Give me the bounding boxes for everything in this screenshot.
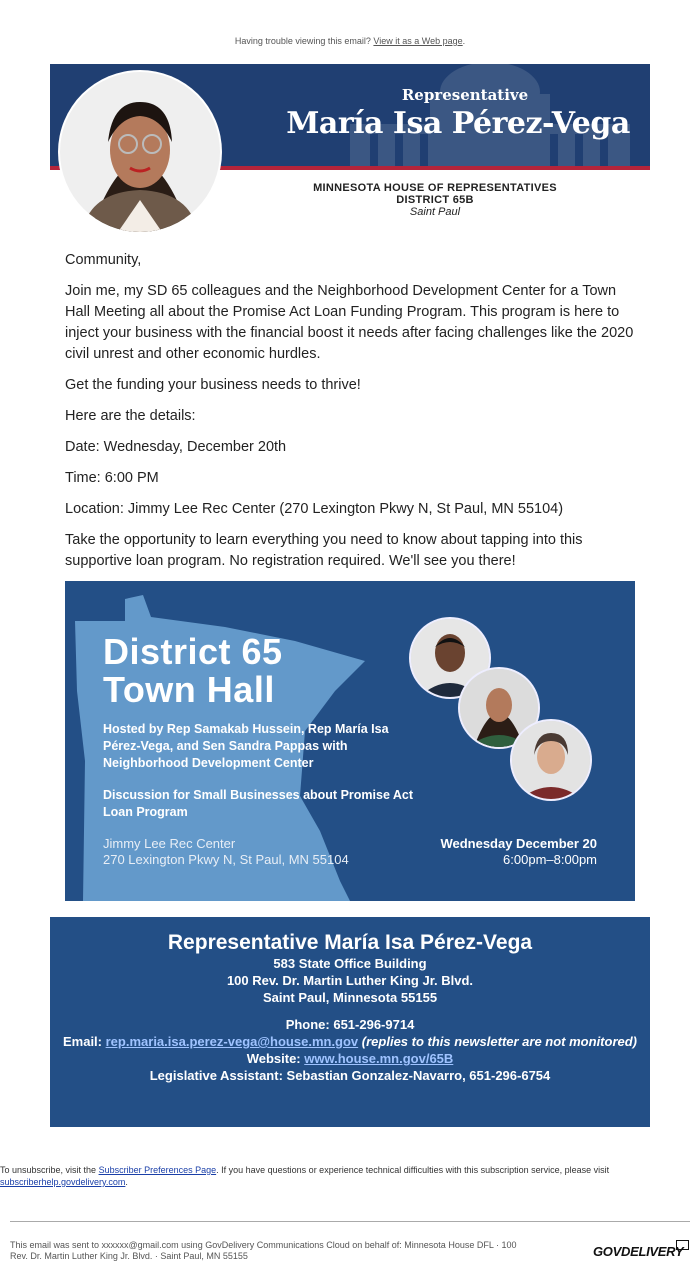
house-name: MINNESOTA HOUSE OF REPRESENTATIVES xyxy=(313,182,557,194)
unsub-mid: . If you have questions or experience technical difficulties with this subscription service, please visit xyxy=(216,1165,610,1175)
footer-email-row xyxy=(50,1033,650,1050)
footer-divider xyxy=(10,1221,690,1222)
footer-email-label: Email: xyxy=(62,1034,102,1049)
event-time: Time: 6:00 PM xyxy=(65,470,159,486)
closing-paragraph: Take the opportunity to learn everything you need to know about tapping into this supportive loan program. No registration required. We'll see you there! xyxy=(65,532,583,569)
unsubscribe-notice xyxy=(0,1164,700,1188)
envelope-icon xyxy=(676,1240,689,1250)
town-hall-flyer xyxy=(65,581,635,901)
banner-representative-name: María Isa Pérez-Vega xyxy=(286,106,630,141)
sent-notice xyxy=(10,1240,585,1262)
banner-representative-label: Representative xyxy=(401,86,529,104)
email-body xyxy=(65,250,635,582)
house-info xyxy=(230,182,640,218)
representative-portrait xyxy=(60,72,220,232)
greeting: Community, xyxy=(65,252,142,268)
district-label: DISTRICT 65B xyxy=(396,194,474,206)
flyer-title-line2: Town Hall xyxy=(103,669,275,710)
view-web-page-link[interactable]: View it as a Web page xyxy=(373,36,463,46)
flyer-date: Wednesday December 20 xyxy=(440,836,597,851)
flyer-discussion: Discussion for Small Businesses about Promise Act Loan Program xyxy=(103,788,414,819)
footer-rep-name: Representative María Isa Pérez-Vega xyxy=(167,931,533,954)
footer-phone: Phone: 651-296-9714 xyxy=(285,1017,415,1032)
unsub-pre: To unsubscribe, visit the xyxy=(0,1165,97,1175)
city-label: Saint Paul xyxy=(409,206,461,218)
footer-website-row xyxy=(50,1050,650,1067)
contact-footer xyxy=(50,917,650,1127)
flyer-venue: Jimmy Lee Rec Center xyxy=(103,836,236,851)
trouble-viewing-text: Having trouble viewing this email? xyxy=(234,36,371,46)
funding-line: Get the funding your business needs to thrive! xyxy=(65,377,361,393)
intro-paragraph: Join me, my SD 65 colleagues and the Neighborhood Development Center for a Town Hall Meeting all about the Promise Act Loan Funding Program. This program is here to inject your business with the financial boost it needs after facing challenges like the 2020 civil unrest and other economic hurdles. xyxy=(65,283,634,362)
event-location: Location: Jimmy Lee Rec Center (270 Lexington Pkwy N, St Paul, MN 55104) xyxy=(65,501,564,517)
sent-line1: This email was sent to xxxxxx@gmail.com using GovDelivery Communications Cloud on behalf of: Minnesota House DFL · 100 xyxy=(10,1240,517,1250)
headshot-sen-pappas xyxy=(512,721,590,799)
footer-website-label: Website: xyxy=(246,1051,301,1066)
topbar-suffix: . xyxy=(462,36,466,46)
flyer-hosts: Hosted by Rep Samakab Hussein, Rep María Isa Pérez-Vega, and Sen Sandra Pappas with Neighborhood Development Center xyxy=(103,722,389,770)
footer-assistant: Legislative Assistant: Sebastian Gonzalez-Navarro, 651-296-6754 xyxy=(149,1068,551,1083)
flyer-time: 6:00pm–8:00pm xyxy=(503,852,597,867)
sent-line2: Rev. Dr. Martin Luther King Jr. Blvd. · Saint Paul, MN 55155 xyxy=(10,1251,248,1261)
footer-email-note: (replies to this newsletter are not monitored) xyxy=(361,1034,638,1049)
footer-address-line2: 100 Rev. Dr. Martin Luther King Jr. Blvd. xyxy=(226,973,474,988)
event-date: Date: Wednesday, December 20th xyxy=(65,439,287,455)
flyer-title xyxy=(103,633,283,709)
footer-email-link[interactable]: rep.maria.isa.perez-vega@house.mn.gov xyxy=(105,1034,359,1049)
govdelivery-logo: GOVDELIVERY xyxy=(593,1244,684,1259)
flyer-address: 270 Lexington Pkwy N, St Paul, MN 55104 xyxy=(103,852,349,867)
subscriber-help-link[interactable]: subscriberhelp.govdelivery.com xyxy=(0,1177,126,1187)
footer-website-link[interactable]: www.house.mn.gov/65B xyxy=(304,1051,454,1066)
flyer-title-line1: District 65 xyxy=(103,631,283,672)
trouble-viewing-bar xyxy=(0,36,700,46)
subscriber-preferences-link[interactable]: Subscriber Preferences Page xyxy=(98,1165,217,1175)
footer-address-line3: Saint Paul, Minnesota 55155 xyxy=(262,990,438,1005)
footer-address-line1: 583 State Office Building xyxy=(273,956,427,971)
details-heading: Here are the details: xyxy=(65,408,196,424)
unsub-post: . xyxy=(125,1177,128,1187)
